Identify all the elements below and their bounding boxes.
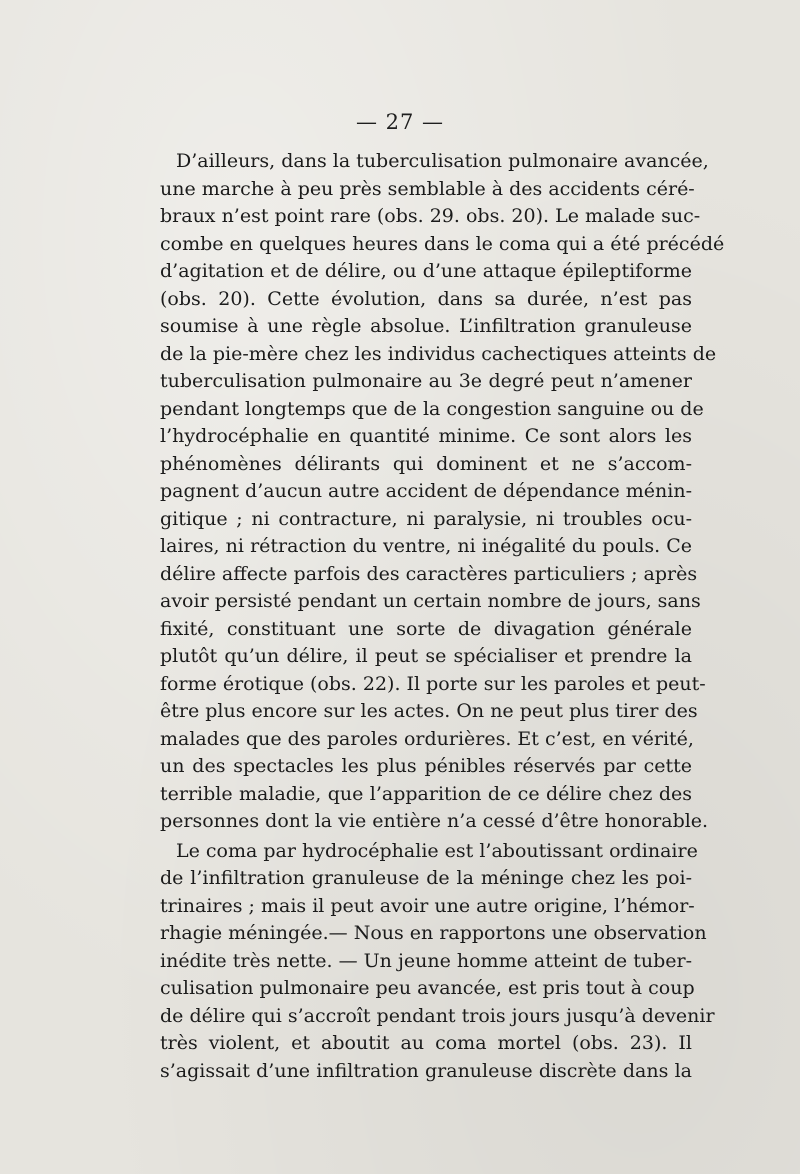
text-line: combe en quelques heures dans le coma qui a été précédé <box>160 232 725 255</box>
text-line: pagnent d’aucun autre accident de dépendance ménin- <box>160 480 692 502</box>
body-text <box>160 148 725 1085</box>
text-line: tuberculisation pulmonaire au 3e degré peut n’amener <box>160 370 692 392</box>
text-line: Le coma par hydrocéphalie est l’aboutissant ordinaire <box>176 839 698 862</box>
text-line: culisation pulmonaire peu avancée, est pris tout à coup <box>160 977 695 999</box>
text-line: s’agissait d’une infiltration granuleuse discrète dans la <box>160 1059 692 1082</box>
text-line: forme érotique (obs. 22). Il porte sur les paroles et peut- <box>160 672 706 695</box>
text-line: braux n’est point rare (obs. 29. obs. 20). Le malade suc- <box>160 205 701 227</box>
text-line: personnes dont la vie entière n’a cessé d’être honorable. <box>160 810 709 832</box>
text-line: laires, ni rétraction du ventre, ni inégalité du pouls. Ce <box>160 535 692 557</box>
paragraph-2 <box>160 838 715 1086</box>
text-line: délire affecte parfois des caractères particuliers ; après <box>160 562 698 585</box>
text-line: une marche à peu près semblable à des accidents céré- <box>160 177 695 200</box>
text-line: trinaires ; mais il peut avoir une autre origine, l’hémor- <box>160 894 695 917</box>
text-line: de délire qui s’accroît pendant trois jours jusqu’à devenir <box>160 1004 715 1027</box>
text-line: très violent, et aboutit au coma mortel (obs. 23). Il <box>160 1032 692 1054</box>
text-line: terrible maladie, que l’apparition de ce délire chez des <box>160 782 692 805</box>
text-line: inédite très nette. — Un jeune homme atteint de tuber- <box>160 949 692 972</box>
text-line: de la pie-mère chez les individus cachectiques atteints de <box>160 342 717 365</box>
text-line: avoir persisté pendant un certain nombre de jours, sans <box>160 590 701 612</box>
text-line: l’hydrocéphalie en quantité minime. Ce sont alors les <box>160 425 692 447</box>
text-line: soumise à une règle absolue. L’infiltration granuleuse <box>160 315 692 337</box>
text-line: pendant longtemps que de la congestion sanguine ou de <box>160 397 704 420</box>
text-line: gitique ; ni contracture, ni paralysie, ni troubles ocu- <box>160 507 692 530</box>
text-line: fixité, constituant une sorte de divagation générale <box>160 617 692 640</box>
text-line: D’ailleurs, dans la tuberculisation pulmonaire avancée, <box>176 150 709 172</box>
text-line: malades que des paroles ordurières. Et c’est, en vérité, <box>160 727 694 750</box>
text-line: phénomènes délirants qui dominent et ne s’accom- <box>160 452 692 475</box>
text-line: (obs. 20). Cette évolution, dans sa durée, n’est pas <box>160 287 692 310</box>
page-number: — 27 — <box>355 110 445 134</box>
text-line: rhagie méningée.— Nous en rapportons une observation <box>160 922 707 944</box>
text-line: être plus encore sur les actes. On ne peut plus tirer des <box>160 700 698 722</box>
text-line: d’agitation et de délire, ou d’une attaque épileptiforme <box>160 260 692 282</box>
text-line: un des spectacles les plus pénibles réservés par cette <box>160 755 692 777</box>
text-line: de l’infiltration granuleuse de la méninge chez les poi- <box>160 867 692 889</box>
paragraph-1 <box>160 148 725 836</box>
text-line: plutôt qu’un délire, il peut se spécialiser et prendre la <box>160 645 692 667</box>
